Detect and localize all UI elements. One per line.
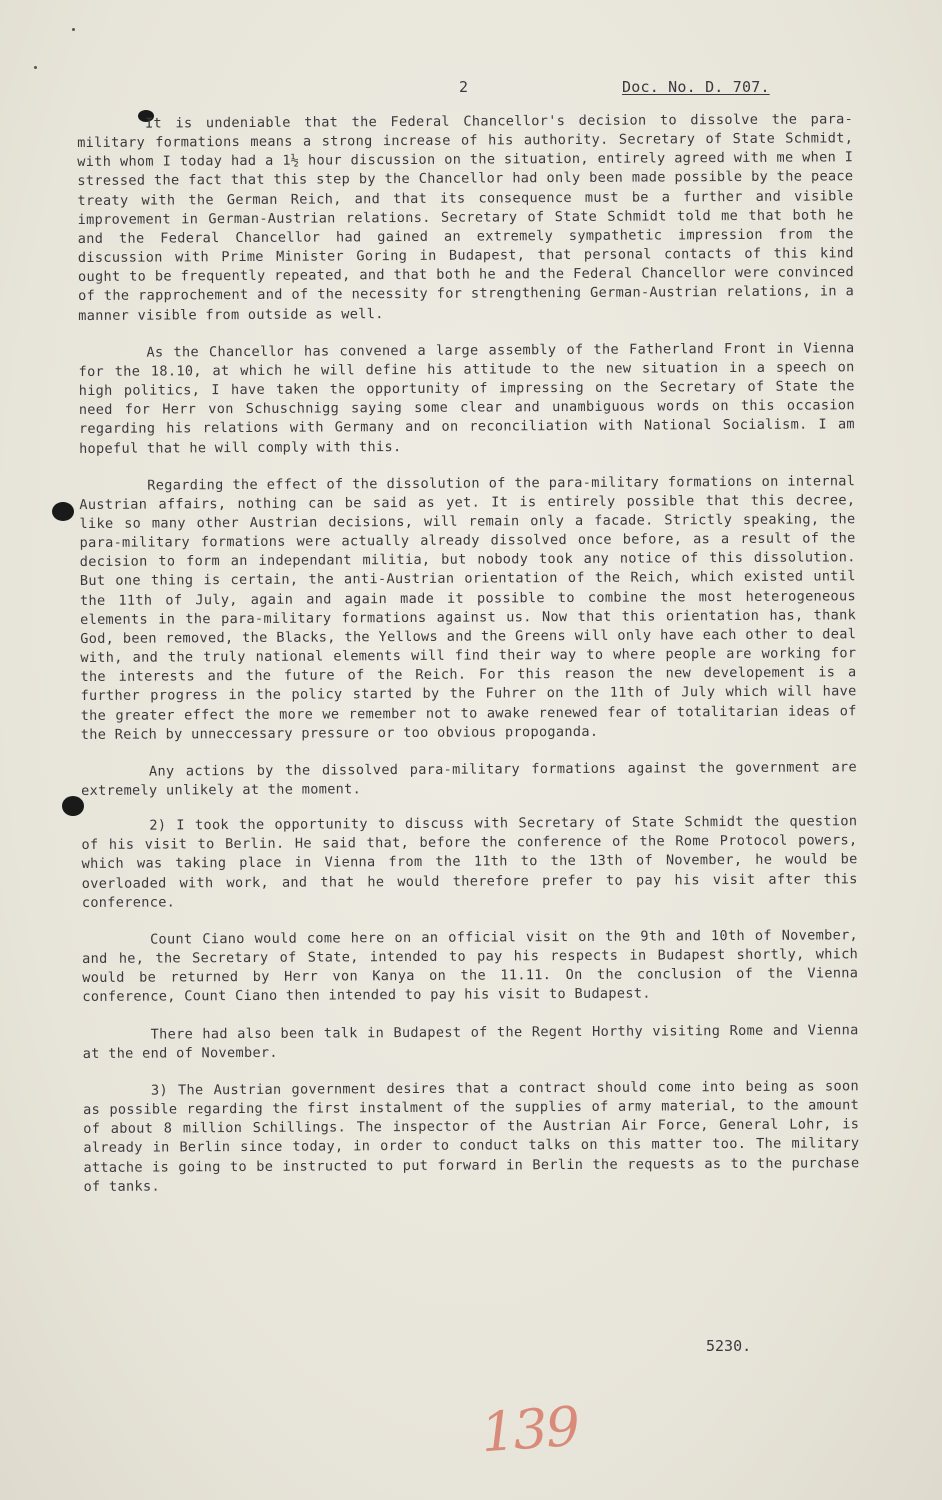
paragraph-chancellor-decision: It is undeniable that the Federal Chancellor's decision to dissolve the para-military formations means a strong increase of his authority. Secretary of State Schmidt, with whom I today had a 1½ hour discussion on the situation, entirely agreed with me when I stressed the fact that this step by the Chancellor had only been made possible by the peace treaty with the German Reich, and that its consequence must be a further and visible improvement in German-Austrian relations. Secretary of State Schmidt told me that both he and the Federal Chancellor had gained an extremely sympathetic impression from the discussion with Prime Minister Goring in Budapest, that personal contacts of this kind ought to be frequently repeated, and that both he and the Federal Chancellor were convinced of the rapprochement and of the necessity for strengthening German-Austrian relations, in a manner visible from outside as well.	[77, 111, 855, 324]
speck-mark	[72, 28, 75, 31]
page-number: 2	[459, 78, 469, 96]
punch-hole	[52, 502, 74, 521]
paragraph-internal-affairs: Regarding the effect of the dissolution of the para-military formations on internal Austrian affairs, nothing can be said as yet. It is entirely possible that this decree, like so many other Austrian decisions, will remain only a facade. Strictly speaking, the para-military formations were actually already dissolved once before, as a result of the decision to form an independant militia, but nobody took any notice of this dissolution. But one thing is certain, the anti-Austrian orientation of the Reich, which existed until the 11th of July, again and again made it possible to combine the most heterogeneous elements in the para-military formations against us. Now that this orientation has, thank God, been removed, the Blacks, the Yellows and the Greens will only have each other to deal with, and the truly national elements will find their way to where people are working for the interests and the future of the Reich. For this reason the new developement is a further progress in the policy started by the Fuhrer on the 11th of July which will have the greater effect the more we remember not to awake renewed fear of totalitarian ideas of the Reich by unneccessary pressure or too obvious propoganda.	[79, 472, 857, 743]
paragraph-fatherland-front: As the Chancellor has convened a large assembly of the Fatherland Front in Vienna for the 18.10, at which he will define his attitude to the new situation in a speech on high politics, I have taken the opportunity of impressing on the Secretary of State the need for Herr von Schuschnigg saying some clear and unambiguous words on this occasion regarding his relations with Germany and on reconciliation with National Socialism. I am hopeful that he will comply with this.	[78, 339, 855, 457]
paragraph-army-material: 3) The Austrian government desires that a contract should come into being as soon as possible regarding the first instalment of the supplies of army material, to the amount of about 8 million Schillings. The inspector of the Austrian Air Force, General Lohr, is already in Berlin since today, in order to conduct talks on this matter too. The military attache is going to be instructed to put forward in Berlin the requests as to the purchase of tanks.	[83, 1078, 860, 1195]
handwritten-page-number: 139	[478, 1394, 581, 1465]
document-number: 5230.	[706, 1337, 752, 1355]
paragraph-count-ciano: Count Ciano would come here on an official visit on the 9th and 10th of November, and he, the Secretary of State, intended to pay his respects in Budapest shortly, which would be returned by Herr von Kanya on the 11.11. On the conclusion of the Vienna conference, Count Ciano then intended to pay his visit to Budapest.	[82, 927, 859, 1006]
paragraph-actions: Any actions by the dissolved para-military formations against the government are extremely unlikely at the moment.	[81, 759, 858, 799]
speck-mark	[34, 66, 37, 69]
paragraph-berlin-visit: 2) I took the opportunity to discuss with Secretary of State Schmidt the question of his visit to Berlin. He said that, before the conference of the Rome Protocol powers, which was taking place in Vienna from the 11th to the 13th of November, he would be overloaded with work, and that he would therefore prefer to pay his visit after this conference.	[81, 813, 858, 911]
paragraph-regent-horthy: There had also been talk in Budapest of the Regent Horthy visiting Rome and Vienna at the end of November.	[82, 1021, 859, 1062]
document-reference: Doc. No. D. 707.	[622, 78, 770, 96]
letter-body	[77, 110, 860, 1215]
